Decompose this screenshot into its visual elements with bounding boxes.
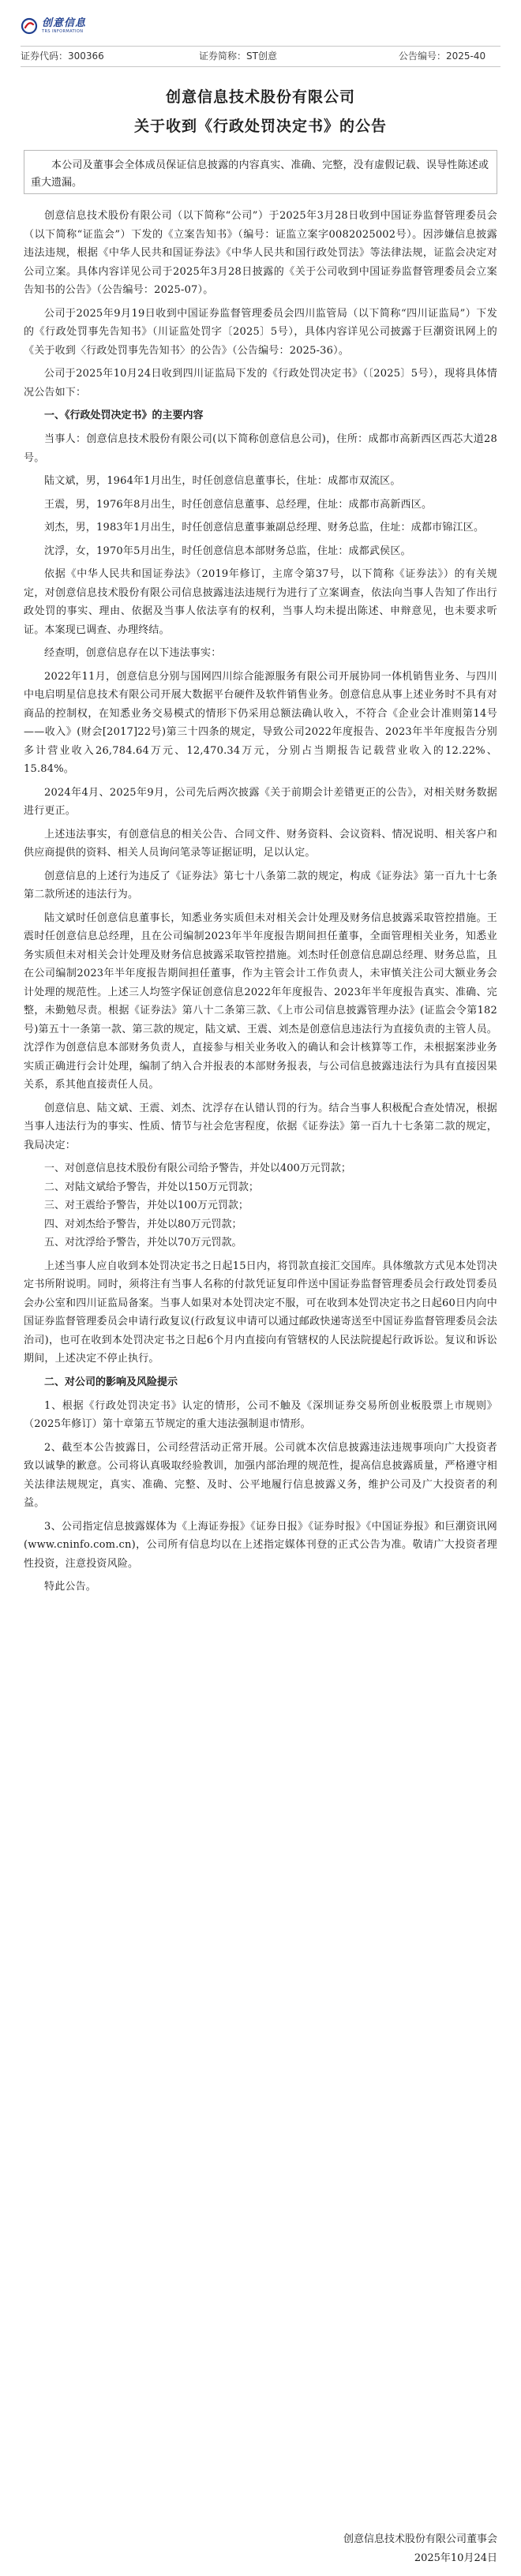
penalty-item: 三、对王震给予警告，并处以100万元罚款； bbox=[44, 1200, 249, 1211]
announcement-number: 公告编号：2025-40 bbox=[399, 51, 486, 62]
announcement-title: 关于收到《行政处罚决定书》的公告 bbox=[133, 118, 387, 135]
paragraph-delisting: 1、根据《行政处罚决定书》认定的情形，公司不触及《深圳证券交易所创业板股票上市规则》（2025年修订）第十章第五节规定的重大违法强制退市情形。 bbox=[24, 1399, 497, 1430]
paragraph-party-gm: 王震，男，1976年8月出生，时任创意信息董事、总经理，住址：成都市高新西区。 bbox=[44, 498, 433, 511]
header-divider-top bbox=[21, 46, 500, 47]
logo-text-cn: 创意信息 bbox=[42, 17, 87, 29]
stock-short-name: 证券简称：ST创意 bbox=[199, 51, 277, 62]
paragraph-payment-appeal: 上述当事人应自收到本处罚决定书之日起15日内，将罚款直接汇交国库。具体缴款方式见本处罚决定书所附说明。同时，须将注有当事人名称的付款凭证复印件送中国证券监督管理委员会行政处罚委员会办公室和四川证监局备案。当事人如果对本处罚决定不服，可在收到本处罚决定书之日起60日内向中国证券监督管理委员会申请行政复议(行政复议申请可以通过邮政快递寄送至中国证券监督管理委员会法治司)，也可在收到本处罚决定书之日起6个月内直接向有管辖权的人民法院提起行政诉讼。复议和诉讼期间，上述决定不停止执行。 bbox=[24, 1260, 497, 1365]
penalty-item: 四、对刘杰给予警告，并处以80万元罚款； bbox=[44, 1218, 242, 1230]
paragraph-responsibility: 陆文斌时任创意信息董事长，知悉业务实质但未对相关会计处理及财务信息披露采取管控措施。王震时任创意信息总经理，且在公司编制2023年半年度报告期间担任董事，全面管理相关业务，知悉业务实质但未对相关会计处理及财务信息披露采取管控措施。刘杰时任创意信息副总经理、财务总监，且在公司编制2023年半年度报告期间担任董事，作为主管会计工作负责人，未审慎关注公司大额业务会计处理的规范性。上述三人均签字保证创意信息2022年年度报告、2023年半年度报告真实、准确、完整，未勤勉尽责。根据《证券法》第八十二条第三款、《上市公司信息披露管理办法》(证监会令第182号)第五十一条第一款、第三款的规定，陆文斌、王震、刘杰是创意信息违法行为直接负责的主管人员。沈浮作为创意信息本部财务负责人，直接参与相关业务收入的确认和会计核算等工作，未根据案涉业务实质正确进行会计处理，编制了纳入合并报表的本部财务报表，与公司信息披露违法行为具有直接因果关系，系其他直接责任人员。 bbox=[24, 912, 497, 1091]
paragraph-party-company: 当事人：创意信息技术股份有限公司(以下简称创意信息公司)，住所：成都市高新西区西芯大道28号。 bbox=[24, 433, 497, 464]
paragraph-evidence: 上述违法事实，有创意信息的相关公告、合同文件、财务资料、会议资料、情况说明、相关客户和供应商提供的资料、相关人员询问笔录等证据证明，足以认定。 bbox=[24, 828, 497, 859]
signature-company: 创意信息技术股份有限公司董事会 bbox=[343, 2533, 497, 2545]
paragraph-filing-notice: 创意信息技术股份有限公司（以下简称“公司”）于2025年3月28日收到中国证券监督管理委员会（以下简称“证监会”）下发的《立案告知书》（编号：证监立案字0082025002号）。因涉嫌信息披露违法违规，根据《中华人民共和国证券法》《中华人民共和国行政处罚法》等法律法规，证监会决定对公司立案。具体内容详见公司于2025年3月28日披露的《关于公司收到中国证券监督管理委员会立案告知书的公告》（公告编号：2025-07）。 bbox=[24, 210, 497, 296]
stock-code: 证券代码：300366 bbox=[21, 51, 104, 62]
logo-mark-icon bbox=[21, 17, 38, 35]
board-statement-box bbox=[24, 150, 497, 194]
paragraph-decision-received: 公司于2025年10月24日收到四川证监局下发的《行政处罚决定书》（〔2025〕5号），现将具体情况公告如下： bbox=[24, 368, 497, 399]
announcement-body bbox=[24, 207, 497, 1601]
paragraph-legal-basis: 依据《中华人民共和国证券法》（2019年修订，主席令第37号，以下简称《证券法》）的有关规定，对创意信息技术股份有限公司信息披露违法违规行为进行了立案调查，依法向当事人告知了作出行政处罚的事实、理由、依据及当事人依法享有的权利，当事人均未提出陈述、申辩意见，也未要求听证。本案现已调查、办理终结。 bbox=[24, 568, 497, 636]
penalty-item: 二、对陆文斌给予警告，并处以150万元罚款； bbox=[44, 1181, 259, 1193]
paragraph-party-cfo: 刘杰，男，1983年1月出生，时任创意信息董事兼副总经理、财务总监，住址：成都市锦江区。 bbox=[44, 522, 485, 534]
company-logo bbox=[21, 13, 115, 39]
header-divider-bottom bbox=[21, 66, 500, 67]
paragraph-corrections: 2024年4月、2025年9月，公司先后两次披露《关于前期会计差错更正的公告》，对相关财务数据进行更正。 bbox=[24, 786, 497, 817]
paragraph-party-finance-head: 沈浮，女，1970年5月出生，时任创意信息本部财务总监，住址：成都武侯区。 bbox=[44, 545, 411, 557]
signature-block bbox=[343, 2530, 497, 2568]
paragraph-party-chairman: 陆文斌，男，1964年1月出生，时任创意信息董事长，住址：成都市双流区。 bbox=[44, 475, 401, 487]
penalty-item: 一、对创意信息技术股份有限公司给予警告，并处以400万元罚款； bbox=[44, 1163, 351, 1174]
signature-date: 2025年10月24日 bbox=[414, 2552, 497, 2564]
section-heading-decision: 一、《行政处罚决定书》的主要内容 bbox=[44, 410, 204, 421]
paragraph-violation: 创意信息的上述行为违反了《证券法》第七十八条第二款的规定，构成《证券法》第一百九十七条第二款所述的违法行为。 bbox=[24, 870, 497, 900]
paragraph-prior-notice: 公司于2025年9月19日收到中国证券监督管理委员会四川监管局（以下简称“四川证监局”）下发的《行政处罚事先告知书》（川证监处罚字〔2025〕5号），具体内容详见公司披露于巨潮资讯网上的《关于收到〈行政处罚事先告知书〉的公告》（公告编号：2025-36）。 bbox=[24, 307, 497, 357]
paragraph-facts-detail: 2022年11月，创意信息分别与国网四川综合能源服务有限公司开展协同一体机销售业务、与四川中电启明星信息技术有限公司开展大数据平台硬件及软件销售业务。创意信息从事上述业务时不具有对商品的控制权，在知悉业务交易模式的情形下仍采用总额法确认收入，不符合《企业会计准则第14号——收入》(财会[2017]22号)第三十四条的规定，导致公司2022年度报告、2023年半年度报告分别多计营业收入26,784.64万元、12,470.34万元，分别占当期报告记载营业收入的12.22%、15.84%。 bbox=[24, 670, 497, 775]
paragraph-operations: 2、截至本公告披露日，公司经营活动正常开展。公司就本次信息披露违法违规事项向广大投资者致以诚挚的歉意。公司将认真吸取经验教训，加强内部治理的规范性，提高信息披露质量，严格遵守相关法律法规规定，真实、准确、完整、及时、公平地履行信息披露义务，维护公司及广大投资者的利益。 bbox=[24, 1441, 497, 1509]
closing-line: 特此公告。 bbox=[44, 1581, 97, 1593]
board-statement: 本公司及董事会全体成员保证信息披露的内容真实、准确、完整，没有虚假记载、误导性陈述或重大遗漏。 bbox=[31, 159, 489, 189]
logo-text-en: TRS INFORMATION bbox=[42, 28, 84, 34]
company-title: 创意信息技术股份有限公司 bbox=[165, 88, 355, 106]
paragraph-facts-intro: 经查明，创意信息存在以下违法事实： bbox=[44, 647, 222, 659]
penalty-item: 五、对沈浮给予警告，并处以70万元罚款。 bbox=[44, 1237, 242, 1249]
section-heading-impact: 二、对公司的影响及风险提示 bbox=[44, 1376, 178, 1388]
paragraph-decision-basis: 创意信息、陆文斌、王震、刘杰、沈浮存在认错认罚的行为。结合当事人积极配合查处情况，根据当事人违法行为的事实、性质、情节与社会危害程度，依据《证券法》第一百九十七条第二款的规定，我局决定： bbox=[24, 1102, 497, 1151]
paragraph-media: 3、公司指定信息披露媒体为《上海证券报》《证券日报》《证券时报》《中国证券报》和巨潮资讯网(www.cninfo.com.cn)，公司所有信息均以在上述指定媒体刊登的正式公告为准。敬请广大投资者理性投资，注意投资风险。 bbox=[24, 1520, 497, 1570]
